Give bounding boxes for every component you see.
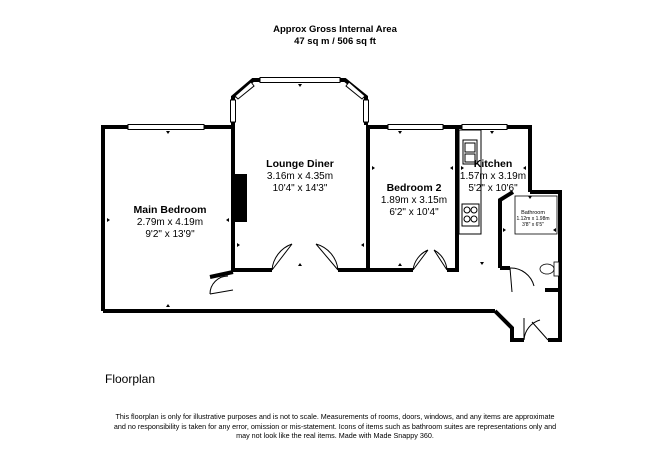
window-bay-right-side bbox=[364, 100, 369, 122]
kitchen-sink-bowl bbox=[465, 143, 475, 152]
marker bbox=[298, 263, 302, 266]
room-name-kitchen: Kitchen bbox=[473, 158, 513, 170]
hob-ring-2 bbox=[471, 207, 477, 213]
room-metric-main-bedroom: 2.79m x 4.19m bbox=[136, 216, 204, 228]
disclaimer bbox=[40, 412, 630, 441]
window-kitchen bbox=[462, 125, 507, 130]
room-imperial-bedroom2: 6'2" x 10'4" bbox=[389, 207, 439, 218]
room-label-kitchen bbox=[455, 158, 531, 196]
room-label-bedroom2 bbox=[374, 182, 454, 220]
window-bay-center bbox=[260, 78, 340, 83]
toilet-bowl bbox=[540, 264, 554, 274]
bathroom-left-wall bbox=[500, 192, 513, 268]
door-bedroom2 bbox=[413, 250, 447, 270]
area-header-size: 47 sq m / 506 sq ft bbox=[294, 36, 376, 47]
room-label-main-bedroom bbox=[110, 204, 230, 242]
marker bbox=[166, 131, 170, 134]
disclaimer-line-3: may not look like the real items. Made with Made Snappy 360. bbox=[236, 431, 434, 440]
area-header-title: Approx Gross Internal Area bbox=[273, 24, 397, 35]
window-bedroom2 bbox=[388, 125, 443, 130]
door-lounge-left bbox=[272, 244, 292, 270]
hall-right-walls bbox=[548, 290, 560, 340]
door-bathroom bbox=[510, 268, 534, 292]
dimension-markers bbox=[107, 84, 556, 307]
marker bbox=[450, 166, 453, 170]
marker bbox=[398, 263, 402, 266]
marker bbox=[166, 304, 170, 307]
room-imperial-bathroom: 3'8" x 6'5" bbox=[522, 222, 544, 228]
doors bbox=[210, 244, 548, 340]
door-lounge-right bbox=[316, 244, 338, 270]
room-metric-lounge-diner: 3.16m x 4.35m bbox=[266, 170, 334, 182]
door-main-bedroom bbox=[210, 276, 233, 294]
hall-lower-walls bbox=[495, 311, 524, 340]
room-label-lounge-diner bbox=[245, 158, 355, 196]
marker bbox=[480, 262, 484, 265]
marker bbox=[503, 228, 506, 232]
room-imperial-main-bedroom: 9'2" x 13'9" bbox=[145, 229, 195, 240]
hob-ring-1 bbox=[464, 207, 470, 213]
marker bbox=[361, 243, 364, 247]
room-label-bathroom bbox=[508, 210, 558, 228]
room-metric-bathroom: 1.12m x 1.98m bbox=[516, 216, 550, 222]
windows bbox=[128, 78, 507, 130]
disclaimer-line-1: This floorplan is only for illustrative purposes and is not to scale. Measurements of rooms, doors, windows, and any items are approximate bbox=[115, 412, 555, 421]
marker bbox=[237, 243, 240, 247]
window-main-bedroom bbox=[128, 125, 204, 130]
floorplan-title: Floorplan bbox=[105, 372, 156, 386]
marker bbox=[372, 166, 375, 170]
room-metric-bedroom2: 1.89m x 3.15m bbox=[380, 194, 448, 206]
kitchen-hob bbox=[462, 204, 479, 226]
hall-top-wall-left bbox=[210, 272, 233, 277]
bathroom-fittings bbox=[515, 196, 559, 276]
marker bbox=[398, 131, 402, 134]
window-bay-left-side bbox=[231, 100, 236, 122]
disclaimer-line-2: and no responsibility is taken for any error, omission or mis-statement. Icons of items such as bathroom suites are representations only and bbox=[113, 421, 557, 431]
marker bbox=[298, 84, 302, 87]
room-imperial-kitchen: 5'2" x 10'6" bbox=[468, 183, 518, 194]
door-front bbox=[524, 318, 548, 340]
hob-ring-3 bbox=[464, 216, 470, 222]
toilet-cistern bbox=[554, 262, 559, 276]
room-metric-kitchen: 1.57m x 3.19m bbox=[459, 170, 527, 182]
room-name-lounge-diner: Lounge Diner bbox=[266, 158, 334, 170]
room-name-main-bedroom: Main Bedroom bbox=[133, 204, 207, 216]
marker bbox=[490, 131, 494, 134]
room-imperial-lounge-diner: 10'4" x 14'3" bbox=[272, 183, 328, 194]
window-bay-right bbox=[346, 82, 365, 99]
room-name-bathroom: Bathroom bbox=[521, 210, 545, 216]
room-name-bedroom2: Bedroom 2 bbox=[386, 182, 442, 194]
hob-ring-4 bbox=[471, 216, 477, 222]
